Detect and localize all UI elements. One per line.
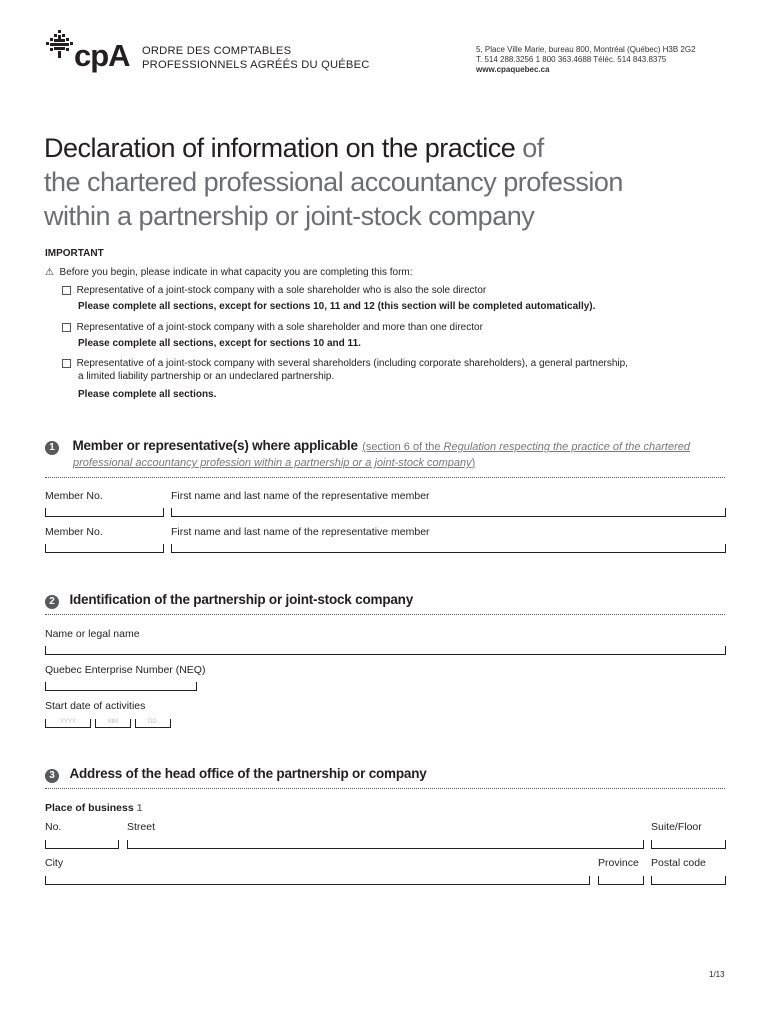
legal-name-field[interactable] [45, 646, 726, 655]
contact-info [476, 45, 696, 75]
member-no-label-1: Member No. [45, 490, 103, 502]
org-line-2: PROFESSIONNELS AGRÉÉS DU QUÉBEC [142, 59, 370, 71]
intro-text: Before you begin, please indicate in what capacity you are completing this form: [59, 267, 413, 278]
ref-pre: (section 6 of the [362, 441, 444, 453]
phones: T. 514 288.3256 1 800 363.4688 Téléc. 514 843.8375 [476, 55, 667, 64]
section-1-title: Member or representative(s) where applicable [72, 438, 358, 453]
member-no-field-1[interactable] [45, 508, 164, 517]
website-link[interactable]: www.cpaquebec.ca [476, 65, 550, 74]
option-1-note: Please complete all sections, except for sections 10, 11 and 12 (this section will be completed automatically). [78, 301, 596, 312]
section-1-header [45, 437, 725, 469]
section-1-reference[interactable] [362, 441, 690, 453]
city-field[interactable] [45, 876, 590, 885]
street-no-field[interactable] [45, 840, 119, 849]
option-1-label: Representative of a joint-stock company with a sole shareholder who is also the sole director [76, 285, 487, 296]
option-3 [62, 357, 742, 401]
province-label: Province [598, 857, 639, 869]
option-3-label: Representative of a joint-stock company with several shareholders (including corporate shareholders), a general partnership, [76, 358, 628, 369]
postal-code-field[interactable] [651, 876, 726, 885]
rep-name-label-1: First name and last name of the representative member [171, 490, 430, 502]
important-heading: IMPORTANT [45, 248, 104, 259]
title-line-3: within a partnership or joint-stock company [44, 201, 535, 231]
cpa-logo-leaf-icon [44, 28, 76, 60]
rep-name-field-2[interactable] [171, 544, 726, 553]
section-2-header [45, 591, 413, 609]
warning-icon: ⚠ [45, 267, 54, 278]
ref-italic-2: professional accountancy profession within a partnership or a joint-stock company [73, 457, 472, 469]
start-month-field[interactable] [95, 719, 131, 728]
checkbox-option-1[interactable] [62, 286, 71, 295]
important-intro [45, 266, 413, 279]
section-1-divider [45, 477, 725, 478]
member-no-field-2[interactable] [45, 544, 164, 553]
checkbox-option-2[interactable] [62, 323, 71, 332]
ref-post: ) [471, 457, 476, 469]
section-2-number: 2 [45, 595, 59, 609]
section-3-divider [45, 788, 725, 789]
option-3-note: Please complete all sections. [78, 389, 217, 400]
section-3-title: Address of the head office of the partnership or company [69, 766, 427, 781]
member-no-label-2: Member No. [45, 526, 103, 538]
cpa-logo-text: cpA [74, 38, 130, 73]
title-of: of [522, 133, 544, 163]
start-year-field[interactable] [45, 719, 91, 728]
section-2-divider [45, 614, 725, 615]
section-3-number: 3 [45, 769, 59, 783]
rep-name-field-1[interactable] [171, 508, 726, 517]
postal-code-label: Postal code [651, 857, 706, 869]
legal-name-label: Name or legal name [45, 628, 140, 640]
yyyy-placeholder: YYYY [60, 719, 77, 725]
option-2-label: Representative of a joint-stock company with a sole shareholder and more than one director [76, 322, 483, 333]
org-name [142, 44, 370, 72]
option-2-note: Please complete all sections, except for sections 10 and 11. [78, 338, 361, 349]
neq-label: Quebec Enterprise Number (NEQ) [45, 664, 206, 676]
street-no-label: No. [45, 821, 62, 833]
suite-label: Suite/Floor [651, 821, 702, 833]
org-line-1: ORDRE DES COMPTABLES [142, 45, 292, 57]
suite-field[interactable] [651, 840, 726, 849]
start-date-label: Start date of activities [45, 700, 146, 712]
province-field[interactable] [598, 876, 644, 885]
rep-name-label-2: First name and last name of the representative member [171, 526, 430, 538]
place-label-text: Place of business [45, 802, 134, 814]
dd-placeholder: DD [148, 719, 157, 725]
section-1-number: 1 [45, 441, 59, 455]
title-line-2: the chartered professional accountancy profession [44, 167, 623, 197]
section-1-reference-2[interactable] [73, 457, 725, 469]
page-number: 1/13 [709, 970, 725, 979]
start-day-field[interactable] [135, 719, 171, 728]
section-3-header [45, 765, 427, 783]
ref-italic-1: Regulation respecting the practice of the chartered [443, 441, 690, 453]
page-title [44, 131, 623, 233]
neq-field[interactable] [45, 682, 197, 691]
place-of-business-label [45, 802, 142, 814]
checkbox-option-3[interactable] [62, 359, 71, 368]
option-2 [62, 321, 742, 350]
city-label: City [45, 857, 64, 869]
title-line-1: Declaration of information on the practice [44, 133, 516, 163]
street-label: Street [127, 821, 156, 833]
mm-placeholder: MM [108, 719, 118, 725]
section-2-title: Identification of the partnership or joint-stock company [69, 592, 414, 607]
place-number: 1 [136, 802, 143, 814]
option-1 [62, 284, 742, 313]
address: 5, Place Ville Marie, bureau 800, Montréal (Québec) H3B 2G2 [476, 45, 696, 54]
street-field[interactable] [127, 840, 644, 849]
option-3-label-2: a limited liability partnership or an undeclared partnership. [78, 371, 335, 382]
